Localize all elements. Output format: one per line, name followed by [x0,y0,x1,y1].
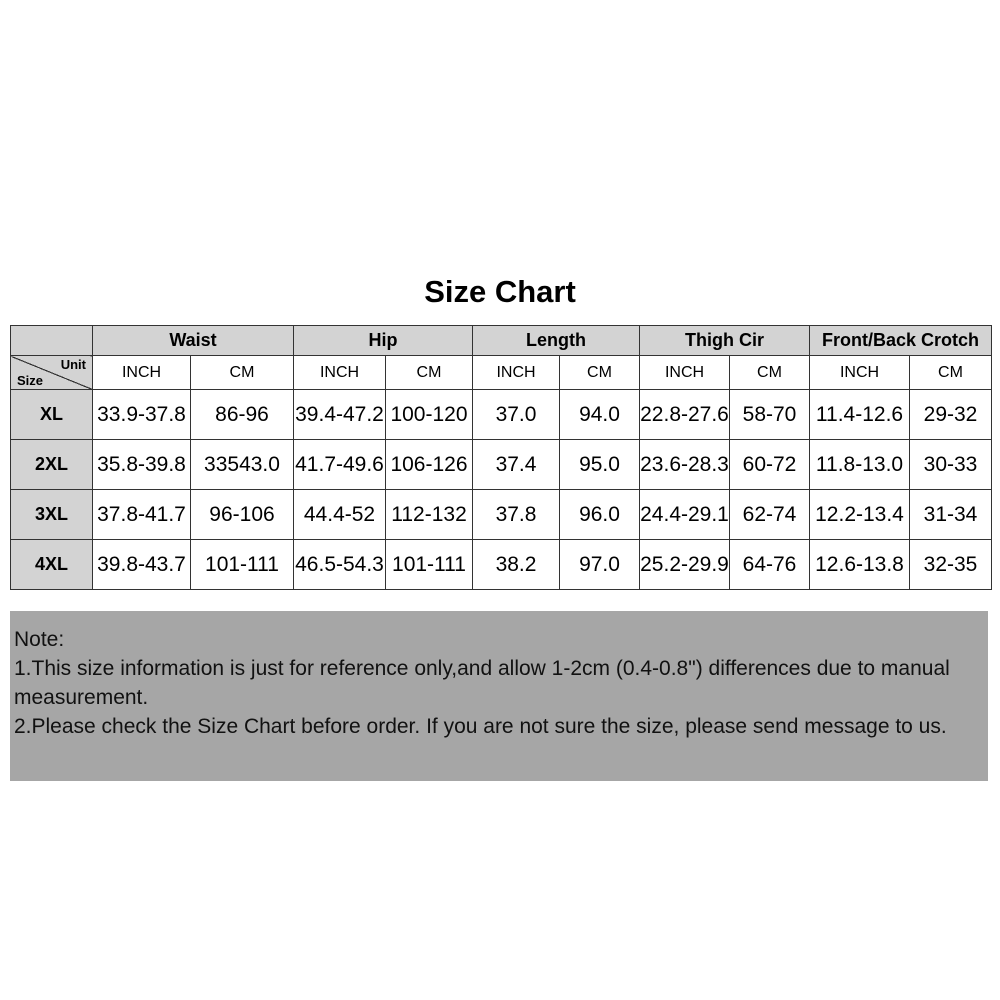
unit-header: INCH [294,356,386,390]
group-header-row [11,326,992,356]
table-cell: 29-32 [910,390,992,440]
table-cell: 11.4-12.6 [810,390,910,440]
unit-header: INCH [810,356,910,390]
note-line-2: 2.Please check the Size Chart before order. If you are not sure the size, please send message to us. [14,715,947,738]
table-cell: 101-111 [386,540,473,590]
group-crotch: Front/Back Crotch [810,326,992,356]
table-cell: 38.2 [473,540,560,590]
size-label: XL [11,390,93,440]
corner-blank [11,326,93,356]
table-row [11,440,992,490]
size-label: 4XL [11,540,93,590]
table-cell: 11.8-13.0 [810,440,910,490]
table-cell: 37.8-41.7 [93,490,191,540]
table-cell: 30-33 [910,440,992,490]
group-thigh: Thigh Cir [640,326,810,356]
table-row [11,390,992,440]
unit-header: CM [560,356,640,390]
table-cell: 64-76 [730,540,810,590]
unit-header: CM [191,356,294,390]
table-cell: 106-126 [386,440,473,490]
table-cell: 31-34 [910,490,992,540]
table-cell: 22.8-27.6 [640,390,730,440]
size-label: 2XL [11,440,93,490]
table-cell: 112-132 [386,490,473,540]
table-cell: 41.7-49.6 [294,440,386,490]
table-cell: 44.4-52 [294,490,386,540]
table-row [11,490,992,540]
group-length: Length [473,326,640,356]
note-line-1: 1.This size information is just for reference only,and allow 1-2cm (0.4-0.8") differences due to manual measurement. [14,657,950,709]
unit-size-corner [11,356,93,390]
table-cell: 60-72 [730,440,810,490]
size-table [10,325,992,590]
table-cell: 86-96 [191,390,294,440]
corner-unit-label: Unit [60,357,86,372]
table-cell: 23.6-28.3 [640,440,730,490]
table-cell: 12.6-13.8 [810,540,910,590]
table-cell: 97.0 [560,540,640,590]
table-cell: 95.0 [560,440,640,490]
size-label: 3XL [11,490,93,540]
table-cell: 39.4-47.2 [294,390,386,440]
table-cell: 39.8-43.7 [93,540,191,590]
table-cell: 37.0 [473,390,560,440]
table-cell: 25.2-29.9 [640,540,730,590]
unit-header: CM [730,356,810,390]
table-cell: 96-106 [191,490,294,540]
table-cell: 100-120 [386,390,473,440]
unit-header: CM [386,356,473,390]
table-cell: 33.9-37.8 [93,390,191,440]
unit-header: INCH [640,356,730,390]
table-cell: 33543.0 [191,440,294,490]
table-cell: 35.8-39.8 [93,440,191,490]
table-cell: 46.5-54.3 [294,540,386,590]
unit-header: CM [910,356,992,390]
group-waist: Waist [93,326,294,356]
unit-header: INCH [93,356,191,390]
table-cell: 24.4-29.1 [640,490,730,540]
table-cell: 32-35 [910,540,992,590]
note-heading: Note: [14,628,65,651]
note-box [10,611,988,781]
page-title: Size Chart [424,274,576,309]
unit-header: INCH [473,356,560,390]
table-row [11,540,992,590]
table-cell: 37.4 [473,440,560,490]
table-cell: 96.0 [560,490,640,540]
group-hip: Hip [294,326,473,356]
table-cell: 37.8 [473,490,560,540]
table-cell: 62-74 [730,490,810,540]
table-cell: 58-70 [730,390,810,440]
corner-size-label: Size [17,373,44,388]
table-cell: 101-111 [191,540,294,590]
table-cell: 94.0 [560,390,640,440]
table-cell: 12.2-13.4 [810,490,910,540]
unit-row [11,356,992,390]
